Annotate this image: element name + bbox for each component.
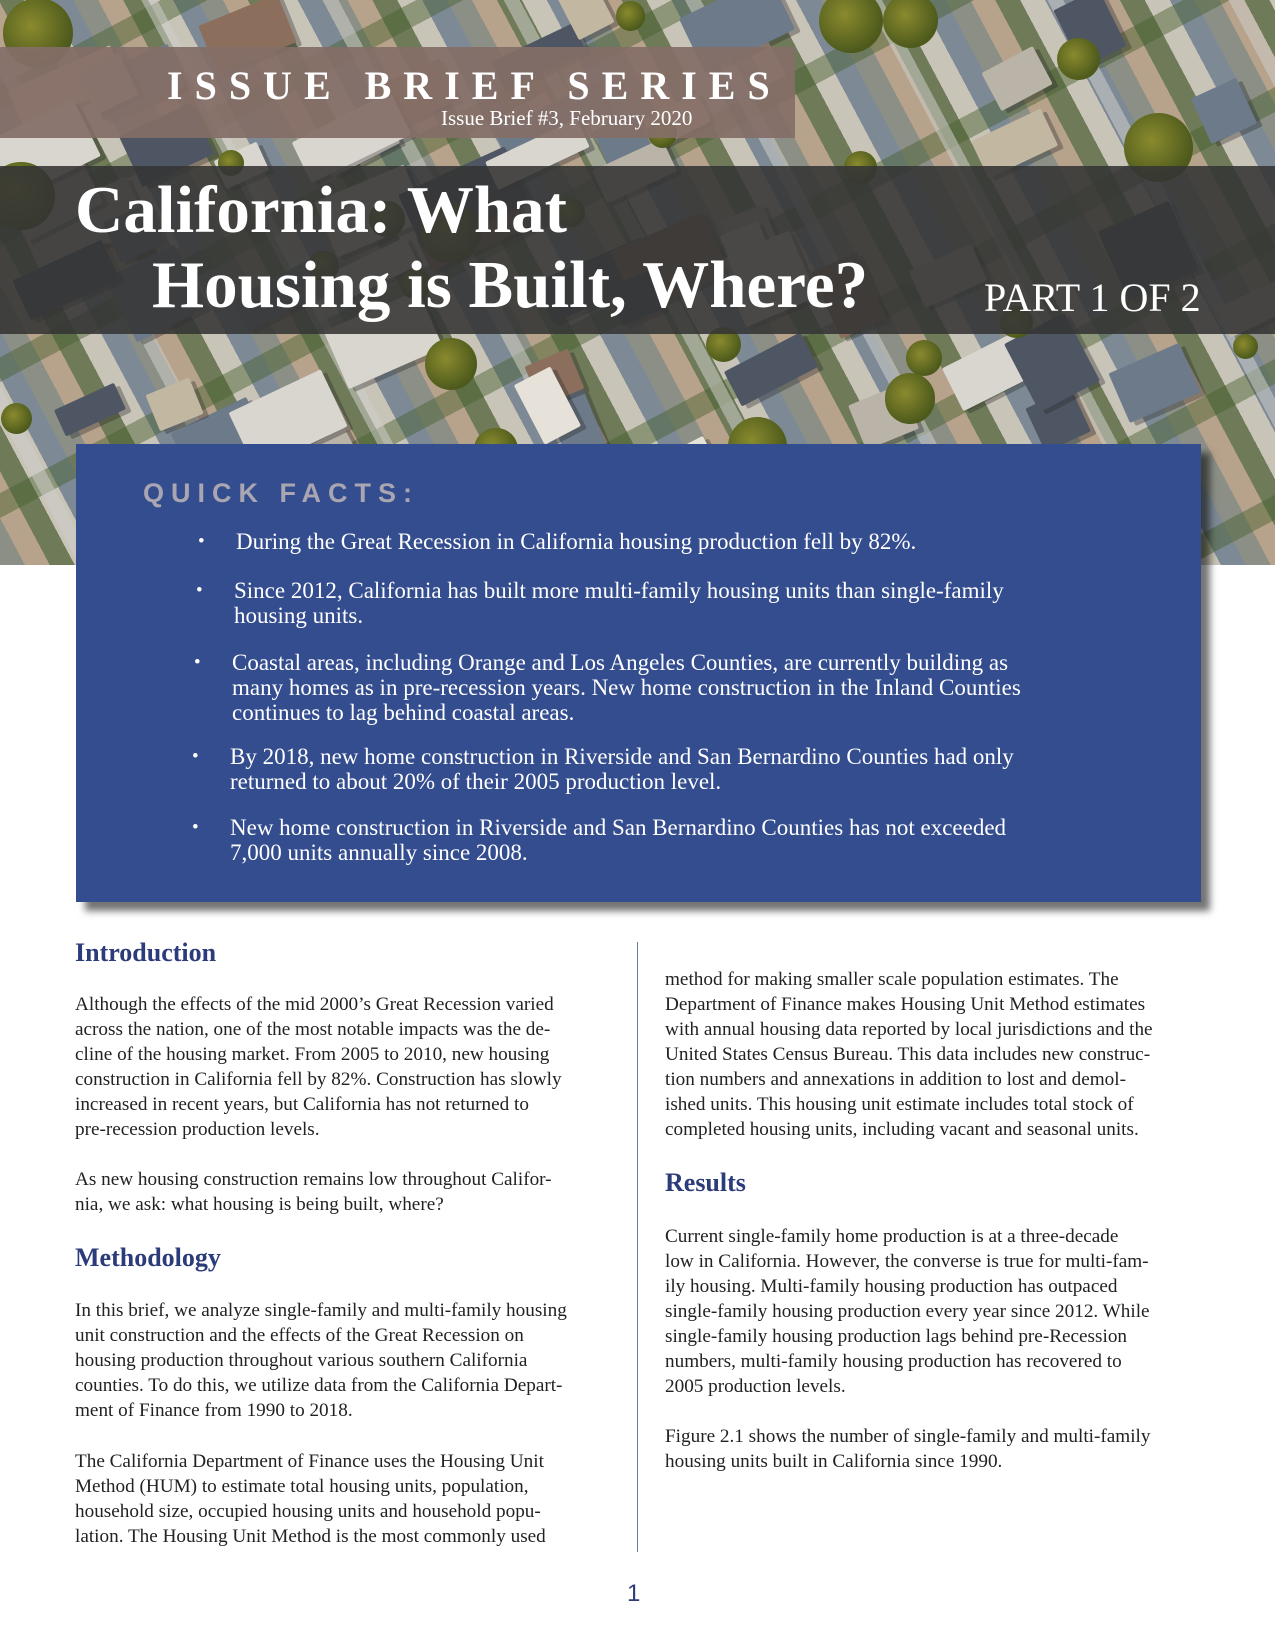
introduction-heading: Introduction: [75, 938, 217, 967]
text-line: increased in recent years, but California has not returned to: [75, 1094, 529, 1115]
bullet-icon: •: [192, 746, 199, 767]
introduction-paragraph-1: [75, 992, 562, 1142]
quick-fact-line: continues to lag behind coastal areas.: [232, 700, 575, 725]
quick-facts-heading: QUICK FACTS:: [143, 478, 419, 508]
quick-fact-item: [194, 650, 1021, 725]
rooftop-shape: [1108, 343, 1200, 423]
quick-fact-line: housing units.: [234, 603, 364, 628]
quick-fact-line: New home construction in Riverside and San Bernardino Counties has not exceeded: [230, 815, 1007, 840]
text-line: unit construction and the effects of the Great Recession on: [75, 1325, 524, 1346]
series-title: ISSUE BRIEF SERIES: [167, 63, 782, 108]
text-line: The California Department of Finance uses the Housing Unit: [75, 1451, 544, 1472]
text-line: household size, occupied housing units and household popu-: [75, 1501, 541, 1522]
column-divider: [637, 942, 638, 1552]
text-line: nia, we ask: what housing is being built, where?: [75, 1194, 444, 1215]
quick-fact-line: 7,000 units annually since 2008.: [230, 840, 528, 865]
text-line: method for making smaller scale population estimates. The: [665, 969, 1119, 990]
rooftop-shape: [981, 45, 1053, 110]
part-label: PART 1 OF 2: [984, 275, 1201, 320]
bullet-icon: •: [198, 531, 205, 552]
quick-fact-item: [192, 744, 1014, 794]
tree-shape: [883, 0, 938, 48]
tree-shape: [885, 373, 935, 423]
text-line: pre-recession production levels.: [75, 1119, 320, 1140]
text-line: housing production throughout various southern California: [75, 1350, 528, 1371]
text-line: Figure 2.1 shows the number of single-family and multi-family: [665, 1426, 1151, 1447]
text-line: construction in California fell by 82%. Construction has slowly: [75, 1069, 562, 1090]
methodology-heading: Methodology: [75, 1243, 221, 1272]
quick-fact-line: many homes as in pre-recession years. New home construction in the Inland Counties: [232, 675, 1021, 700]
quick-fact-line: By 2018, new home construction in Riverside and San Bernardino Counties had only: [230, 744, 1014, 769]
text-line: ished units. This housing unit estimate includes total stock of: [665, 1094, 1134, 1115]
page-title-line-1: California: What: [75, 173, 567, 247]
text-line: completed housing units, including vacant and seasonal units.: [665, 1119, 1139, 1140]
text-line: counties. To do this, we utilize data from the California Depart-: [75, 1375, 563, 1396]
quick-fact-line: During the Great Recession in California housing production fell by 82%.: [236, 529, 917, 554]
methodology-continued-paragraph: [665, 967, 1153, 1142]
tree-shape: [425, 338, 477, 390]
text-line: Method (HUM) to estimate total housing units, population,: [75, 1476, 529, 1497]
text-line: housing units built in California since 1990.: [665, 1451, 1003, 1472]
results-paragraph-2: [665, 1424, 1150, 1474]
methodology-paragraph-2: [75, 1449, 546, 1549]
text-line: numbers, multi-family housing production has recovered to: [665, 1351, 1122, 1372]
text-line: ily housing. Multi-family housing production has outpaced: [665, 1276, 1118, 1297]
quick-fact-item: [198, 529, 917, 554]
results-paragraph-1: [665, 1224, 1150, 1399]
text-line: cline of the housing market. From 2005 to 2010, new housing: [75, 1044, 550, 1065]
tree-shape: [906, 340, 942, 376]
quick-fact-line: Since 2012, California has built more multi-family housing units than single-family: [234, 578, 1004, 603]
text-line: As new housing construction remains low throughout Califor-: [75, 1169, 552, 1190]
text-line: 2005 production levels.: [665, 1376, 846, 1397]
tree-shape: [1057, 38, 1100, 81]
text-line: Although the effects of the mid 2000’s Great Recession varied: [75, 994, 554, 1015]
bullet-icon: •: [192, 817, 199, 838]
bullet-icon: •: [194, 652, 201, 673]
tree-shape: [1, 403, 32, 434]
quick-facts-box: [76, 444, 1201, 902]
quick-fact-item: [196, 578, 1004, 628]
methodology-paragraph-1: [75, 1298, 567, 1423]
text-line: ment of Finance from 1990 to 2018.: [75, 1400, 353, 1421]
text-line: lation. The Housing Unit Method is the most commonly used: [75, 1526, 546, 1547]
quick-fact-item: [192, 815, 1007, 865]
text-line: Department of Finance makes Housing Unit Method estimates: [665, 994, 1146, 1015]
introduction-paragraph-2: [75, 1167, 552, 1217]
quick-fact-line: Coastal areas, including Orange and Los Angeles Counties, are currently building as: [232, 650, 1009, 675]
text-line: United States Census Bureau. This data includes new construc-: [665, 1044, 1151, 1065]
text-line: with annual housing data reported by local jurisdictions and the: [665, 1019, 1153, 1040]
text-line: In this brief, we analyze single-family and multi-family housing: [75, 1300, 567, 1321]
text-line: single-family housing production lags behind pre-Recession: [665, 1326, 1128, 1347]
page-number: 1: [627, 1580, 641, 1607]
text-line: across the nation, one of the most notable impacts was the de-: [75, 1019, 551, 1040]
rooftop-shape: [1190, 78, 1256, 144]
tree-shape: [616, 1, 645, 30]
quick-fact-line: returned to about 20% of their 2005 production level.: [230, 769, 722, 794]
text-line: low in California. However, the converse is true for multi-fam-: [665, 1251, 1149, 1272]
results-heading: Results: [665, 1168, 746, 1197]
bullet-icon: •: [196, 580, 203, 601]
rooftop-shape: [54, 383, 127, 437]
page-title-line-2: Housing is Built, Where?: [152, 248, 869, 322]
text-line: Current single-family home production is at a three-decade: [665, 1226, 1119, 1247]
text-line: tion numbers and annexations in addition to lost and demol-: [665, 1069, 1126, 1090]
tree-shape: [819, 0, 883, 53]
series-subtitle: Issue Brief #3, February 2020: [441, 106, 693, 130]
text-line: single-family housing production every year since 2012. While: [665, 1301, 1150, 1322]
tree-shape: [1233, 334, 1258, 359]
